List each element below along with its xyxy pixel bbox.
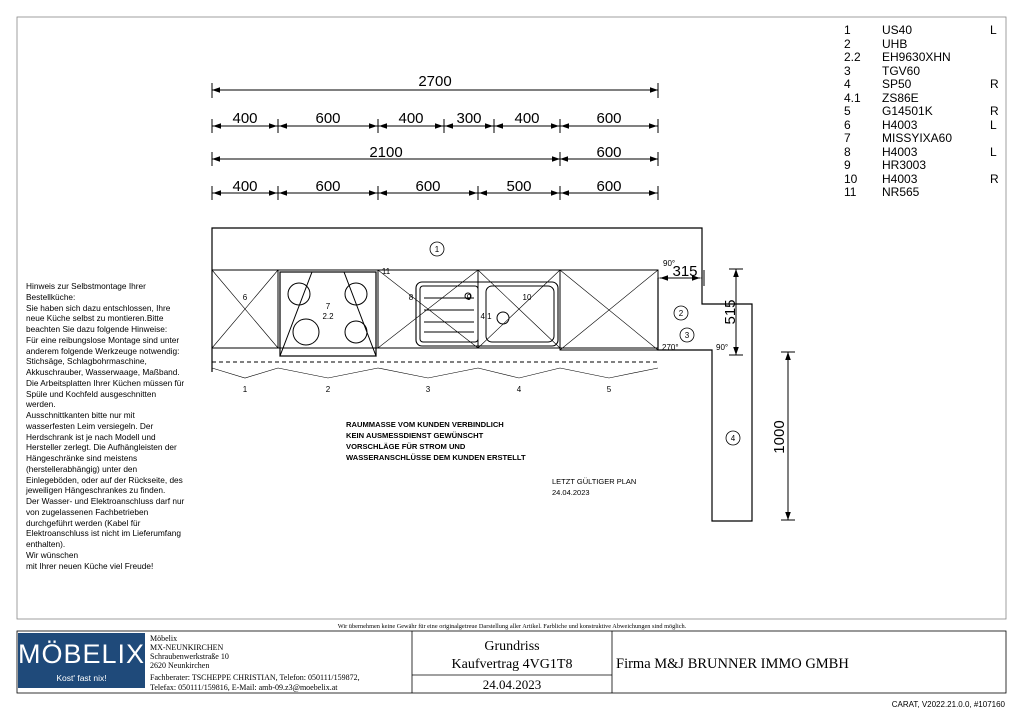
label-1: 1 [434, 245, 440, 254]
moebelix-logo [18, 633, 145, 688]
customer-company: Firma M&J BRUNNER IMMO GMBH [616, 656, 849, 672]
legend-number: 1 [844, 23, 851, 37]
warning-line-2: KEIN AUSMESSDIENST GEWÜNSCHT [346, 431, 484, 440]
legend-number: 10 [844, 171, 858, 186]
side-dimension-texts [662, 259, 788, 454]
logo-wordmark: MÖBELIX [18, 639, 146, 669]
legend-code: MISSYIXA60 [882, 131, 953, 145]
label-2: 2 [678, 309, 684, 318]
legend-code: HR3003 [882, 158, 927, 172]
dim-overall: 2700 [418, 73, 452, 90]
label-6: 6 [242, 293, 248, 302]
contract-number: Kaufvertrag 4VG1T8 [451, 657, 573, 672]
dim-row1-3: 400 [398, 110, 424, 127]
disclaimer: Wir übernehmen keine Gewähr für eine originalgetreue Darstellung aller Artikel. Farbliche und konstruktive Abweichungen sind möglich. [337, 623, 687, 630]
legend-code: ZS86E [882, 90, 919, 105]
branch: MX-NEUNKIRCHEN [150, 643, 224, 652]
label-9: 9 [466, 293, 472, 302]
label-8: 8 [408, 293, 414, 302]
dim-row3-4: 500 [506, 178, 532, 195]
base-label-1: 1 [242, 385, 248, 394]
dimension-texts [232, 73, 621, 195]
dim-row1-6: 600 [596, 110, 622, 127]
dim-row1-2: 600 [315, 110, 341, 127]
legend-code: H4003 [882, 144, 918, 159]
legend-code: TGV60 [882, 63, 921, 78]
logo-slogan: Kost' fast nix! [56, 673, 107, 683]
legend-number: 5 [844, 104, 851, 118]
dim-peninsula: 1000 [771, 420, 788, 454]
legend-number: 4 [844, 77, 851, 91]
dim-row1-4: 300 [456, 110, 482, 127]
label-2-2: 2.2 [322, 312, 334, 321]
software-version: CARAT, V2022.21.0.0, #107160 [891, 700, 1005, 709]
dim-row2-corner: 600 [596, 144, 622, 161]
legend-number: 3 [844, 63, 851, 78]
sink-drain [497, 312, 509, 324]
plan-note [552, 477, 636, 497]
plan-note-date: 24.04.2023 [552, 488, 590, 497]
legend-side: L [990, 117, 997, 132]
legend-code: NR565 [882, 185, 920, 199]
legend-number: 11 [844, 185, 857, 199]
warning-block [346, 420, 526, 462]
label-7: 7 [325, 302, 331, 311]
warning-line-3: VORSCHLÄGE FÜR STROM UND [346, 442, 466, 451]
dim-side-depth: 315 [672, 263, 698, 280]
legend-side: R [990, 171, 999, 186]
legend-number: 6 [844, 117, 851, 132]
legend-number: 7 [844, 131, 851, 145]
dim-row1-5: 400 [514, 110, 540, 127]
burner-bl [293, 319, 319, 345]
legend-code: SP50 [882, 77, 912, 91]
legend-number: 4.1 [844, 90, 861, 105]
store-name: Möbelix [150, 634, 178, 643]
legend-number: 2.2 [844, 50, 861, 64]
legend-code: US40 [882, 23, 913, 37]
dim-side-length: 515 [722, 299, 739, 325]
city: 2620 Neunkirchen [150, 661, 210, 670]
base-label-3: 3 [425, 385, 431, 394]
label-10: 10 [522, 293, 532, 302]
dim-row3-5: 600 [596, 178, 622, 195]
dim-row3-2: 600 [315, 178, 341, 195]
plan-note-line-1: LETZT GÜLTIGER PLAN [552, 477, 637, 486]
legend-number: 9 [844, 158, 851, 172]
kitchen-plan [212, 228, 752, 521]
dim-row3-3: 600 [415, 178, 441, 195]
contact: Telefax: 050111/159816, E-Mail: amb-09.z3@moebelix.at [150, 683, 338, 692]
label-11: 11 [381, 267, 391, 276]
warning-line-1: RAUMMASSE VOM KUNDEN VERBINDLICH [346, 420, 504, 429]
angle-top: 90° [663, 259, 676, 268]
legend-code: G14501K [882, 104, 933, 118]
angle-bottom: 270° [662, 343, 679, 352]
burner-tl [288, 283, 310, 305]
angle-right: 90° [716, 343, 729, 352]
legend-side: L [990, 144, 997, 159]
base-label-4: 4 [516, 385, 522, 394]
legend-side: R [990, 104, 999, 118]
dim-row2-main: 2100 [369, 144, 403, 161]
dim-row1-1: 400 [232, 110, 258, 127]
dim-row3-1: 400 [232, 178, 258, 195]
legend-side: R [990, 77, 999, 91]
legend-side: L [990, 23, 997, 37]
doc-type: Grundriss [484, 639, 540, 654]
advisor: Fachberater: TSCHEPPE CHRISTIAN, Telefon: 050111/159872, [150, 673, 360, 682]
label-4: 4 [730, 434, 736, 443]
title-block-texts [150, 634, 849, 692]
burner-br [345, 321, 367, 343]
base-label-5: 5 [606, 385, 612, 394]
label-3: 3 [684, 331, 690, 340]
doc-date: 24.04.2023 [482, 677, 542, 692]
burner-tr [345, 283, 367, 305]
legend-number: 2 [844, 36, 851, 51]
legend-code: H4003 [882, 171, 918, 186]
sink-bowl [486, 286, 554, 342]
installation-notes: Hinweis zur Selbstmontage Ihrer Bestellküche: Sie haben sich dazu entschlossen, Ihre neue Küche selbst zu montieren.Bitte beachten Sie dazu folgende Hinweise: Für eine reibungslose Montage sind unter anderem folgende Werkzeuge notwendig: Stichsäge, Schlagbohrmaschine, Akkuschrauber, Wasserwaage, Maßband. Die Arbeitsplatten Ihrer Küchen müssen für Spüle und Kochfeld ausgeschnitten werden. Ausschnittkanten bitte nur mit wasserfesten Leim versiegeln. Der Herdschrank ist je nach Modell und Hersteller zerlegt. Die Aufhängleisten der Hängeschränke sind meistens (herstellerabhängig) unter den Einlegeböden, oder auf der Rückseite, des jeweiligen Hängeschrankes zu finden. Der Wasser- und Elektroanschluss darf nur von zugelassenen Fachbetrieben durchgeführt werden (Kabel für Elektroanschluss ist nicht im Lieferumfang enthalten). Wir wünschen mit Ihrer neuen Küche viel Freude! [26, 281, 185, 571]
legend-code: UHB [882, 36, 908, 51]
legend-code: EH9630XHN [882, 50, 951, 64]
base-label-2: 2 [325, 385, 331, 394]
legend-code: H4003 [882, 117, 918, 132]
legend-number: 8 [844, 144, 851, 159]
warning-line-4: WASSERANSCHLÜSSE DEM KUNDEN ERSTELLT [346, 453, 526, 462]
street: Schraubenwerkstraße 10 [150, 652, 229, 661]
label-4-1: 4.1 [480, 312, 492, 321]
